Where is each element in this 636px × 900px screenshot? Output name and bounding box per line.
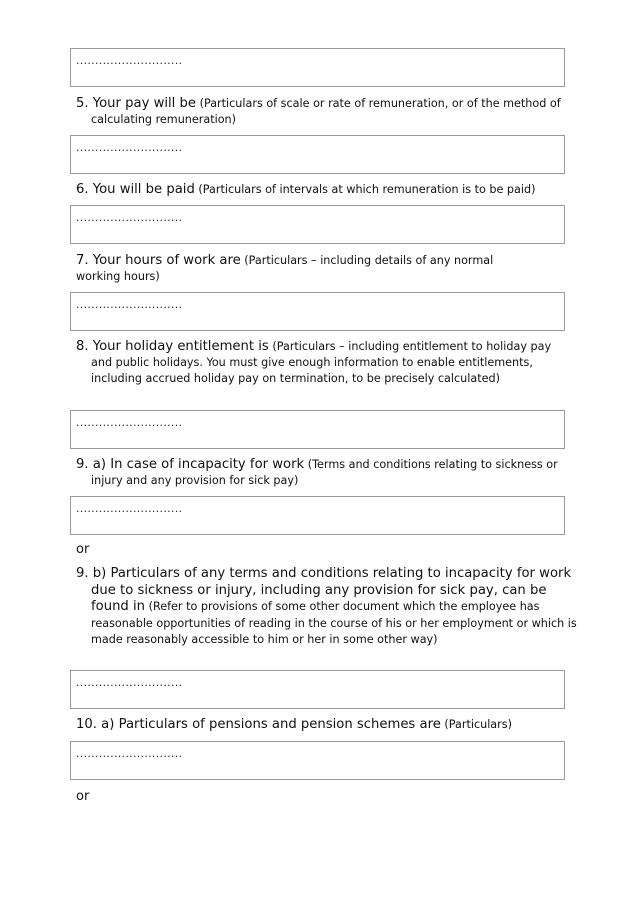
question-7-lead: 7. Your hours of work are bbox=[76, 253, 241, 268]
answer-box-9a[interactable] bbox=[70, 496, 565, 535]
question-10a-detail: (Particulars) bbox=[444, 718, 512, 731]
question-9a-detail: (Terms and conditions relating to sickness or injury and any provision for sick pay) bbox=[91, 458, 558, 487]
question-8-lead: 8. Your holiday entitlement is bbox=[76, 339, 269, 354]
placeholder-dots: ............................ bbox=[76, 54, 183, 67]
question-10a-lead: 10. a) Particulars of pensions and pension schemes are bbox=[76, 717, 441, 732]
answer-box-6[interactable] bbox=[70, 205, 565, 244]
placeholder-dots: ............................ bbox=[76, 416, 183, 429]
question-5-detail: (Particulars of scale or rate of remuneration, or of the method of calculating remuneration) bbox=[91, 97, 561, 126]
question-6-lead: 6. You will be paid bbox=[76, 182, 195, 197]
placeholder-dots: ............................ bbox=[76, 502, 183, 515]
question-8-detail: (Particulars – including entitlement to holiday pay and public holidays. You must give enough information to enable entitlements, including accrued holiday pay on termination, to be precisely calculated) bbox=[91, 340, 552, 385]
question-9b-lead: 9. b) Particulars of any terms and conditions relating to incapacity for work due to sickness or injury, including any provision for sick pay, can be found in bbox=[76, 566, 572, 614]
answer-box-9b[interactable] bbox=[70, 670, 565, 709]
question-9b bbox=[76, 566, 581, 649]
question-9b-detail: (Refer to provisions of some other document which the employee has reasonable opportunities of reading in the course of his or her employment or which is made reasonably accessible to him or her in some other way) bbox=[91, 600, 577, 646]
question-10a bbox=[76, 717, 576, 733]
question-5-lead: 5. Your pay will be bbox=[76, 96, 197, 111]
answer-box-5[interactable] bbox=[70, 135, 565, 174]
placeholder-dots: ............................ bbox=[76, 298, 183, 311]
answer-box-10a[interactable] bbox=[70, 741, 565, 780]
placeholder-dots: ............................ bbox=[76, 676, 183, 689]
placeholder-dots: ............................ bbox=[76, 141, 183, 154]
question-6-detail: (Particulars of intervals at which remuneration is to be paid) bbox=[198, 183, 536, 196]
or-separator-2: or bbox=[76, 789, 90, 804]
question-8 bbox=[76, 339, 571, 387]
answer-box-8[interactable] bbox=[70, 410, 565, 449]
question-5 bbox=[76, 96, 581, 128]
or-separator-1: or bbox=[76, 542, 90, 557]
answer-box-7[interactable] bbox=[70, 292, 565, 331]
placeholder-dots: ............................ bbox=[76, 211, 183, 224]
question-9a-lead: 9. a) In case of incapacity for work bbox=[76, 457, 305, 472]
placeholder-dots: ............................ bbox=[76, 747, 183, 760]
answer-box-4[interactable] bbox=[70, 48, 565, 87]
question-7 bbox=[76, 253, 526, 285]
question-9a bbox=[76, 457, 581, 489]
question-7-detail: (Particulars – including details of any normal working hours) bbox=[76, 254, 494, 283]
question-6 bbox=[76, 182, 576, 198]
